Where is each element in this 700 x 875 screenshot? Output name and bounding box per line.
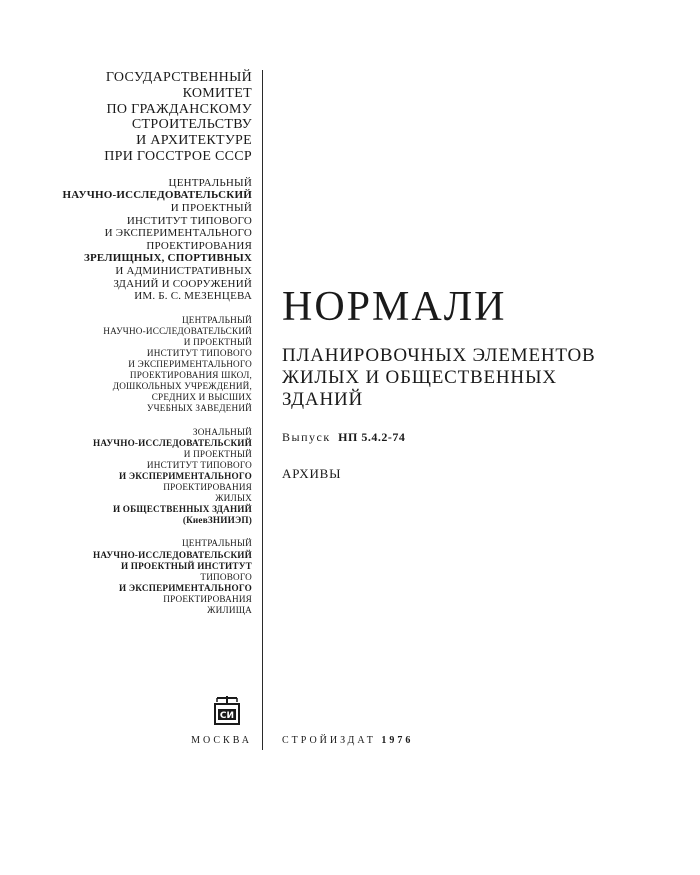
org-line: И ПРОЕКТНЫЙ [183,448,252,459]
subtitle-line: ЖИЛЫХ И ОБЩЕСТВЕННЫХ [282,367,557,388]
org-line: И ЭКСПЕРИМЕНТАЛЬНОГО [128,359,252,370]
org-line: ПО ГРАЖДАНСКОМУ [106,101,252,117]
org-line: ИНСТИТУТ ТИПОВОГО [146,459,252,470]
org-line: И ПРОЕКТНЫЙ ИНСТИТУТ [120,560,252,571]
org-line: ПРОЕКТИРОВАНИЯ ШКОЛ, [129,370,252,381]
org-line: НАУЧНО-ИССЛЕДОВАТЕЛЬСКИЙ [92,437,252,448]
org-line: КОМИТЕТ [182,85,252,101]
org-line: И ЭКСПЕРИМЕНТАЛЬНОГО [104,227,252,240]
organizations-column [22,70,252,628]
org-line: НАУЧНО-ИССЛЕДОВАТЕЛЬСКИЙ [62,189,252,202]
org-line: И ПРОЕКТНЫЙ [183,336,252,347]
book-subtitle [282,345,596,411]
org-line: ТИПОВОГО [200,571,252,582]
org-line: ПРИ ГОССТРОЕ СССР [104,148,252,164]
org-line: ИНСТИТУТ ТИПОВОГО [146,348,252,358]
org-line: ЗОНАЛЬНЫЙ [192,426,252,437]
org-line: СТРОИТЕЛЬСТВУ [131,117,252,133]
org-block-mezentsev [22,177,252,303]
issue-number: НП 5.4.2-74 [338,430,406,444]
org-line: И ЭКСПЕРИМЕНТАЛЬНОГО [118,582,252,593]
issue-info [282,430,405,445]
book-title: НОРМАЛИ [282,284,507,330]
org-line: И ЭКСПЕРИМЕНТАЛЬНОГО [118,470,252,481]
org-line: ЖИЛЫХ [215,493,252,504]
org-line: И ОБЩЕСТВЕННЫХ ЗДАНИЙ [112,504,252,515]
issue-label: Выпуск [282,430,331,444]
org-line: НАУЧНО-ИССЛЕДОВАТЕЛЬСКИЙ [103,325,252,336]
org-block-housing [22,538,252,616]
city: МОСКВА [191,735,252,746]
vertical-divider [262,70,263,750]
org-line: ПРОЕКТИРОВАНИЯ [163,593,252,604]
org-line: ЦЕНТРАЛЬНЫЙ [181,538,252,549]
org-line: ЦЕНТРАЛЬНЫЙ [168,176,252,189]
org-block-kievzniiep [22,427,252,527]
org-line: ИНСТИТУТ ТИПОВОГО [126,214,252,227]
org-line: И АРХИТЕКТУРЕ [136,133,252,149]
org-line: И АДМИНИСТРАТИВНЫХ [115,264,252,277]
org-line: ПРОЕКТИРОВАНИЯ [163,482,252,493]
org-line: ЗДАНИЙ И СООРУЖЕНИЙ [113,277,252,290]
section-title: АРХИВЫ [282,466,342,481]
publisher-name: СТРОЙИЗДАТ [282,735,376,746]
subtitle-line: ЗДАНИЙ [282,389,364,410]
org-line: (КиевЗНИИЭП) [182,515,252,526]
org-block-schools [22,315,252,415]
org-line: И ПРОЕКТНЫЙ [170,201,252,214]
org-line: ПРОЕКТИРОВАНИЯ [146,239,252,252]
org-line: НАУЧНО-ИССЛЕДОВАТЕЛЬСКИЙ [92,549,252,560]
publication-year: 1976 [381,735,414,746]
org-line: ИМ. Б. С. МЕЗЕНЦЕВА [134,290,252,303]
org-line: УЧЕБНЫХ ЗАВЕДЕНИЙ [146,403,252,414]
subtitle-line: ПЛАНИРОВОЧНЫХ ЭЛЕМЕНТОВ [282,345,596,366]
org-line: ЦЕНТРАЛЬНЫЙ [181,314,252,325]
org-line: СРЕДНИХ И ВЫСШИХ [151,392,252,403]
org-line: ЗРЕЛИЩНЫХ, СПОРТИВНЫХ [84,252,252,265]
org-line: ЖИЛИЩА [207,604,252,615]
org-line: ДОШКОЛЬНЫХ УЧРЕЖДЕНИЙ, [112,381,252,392]
publisher-logo-icon [214,695,240,725]
publisher-info [282,735,413,746]
org-line: ГОСУДАРСТВЕННЫЙ [105,70,252,85]
org-block-gosstroy [22,70,252,165]
logo-letters: СИ [219,711,235,721]
